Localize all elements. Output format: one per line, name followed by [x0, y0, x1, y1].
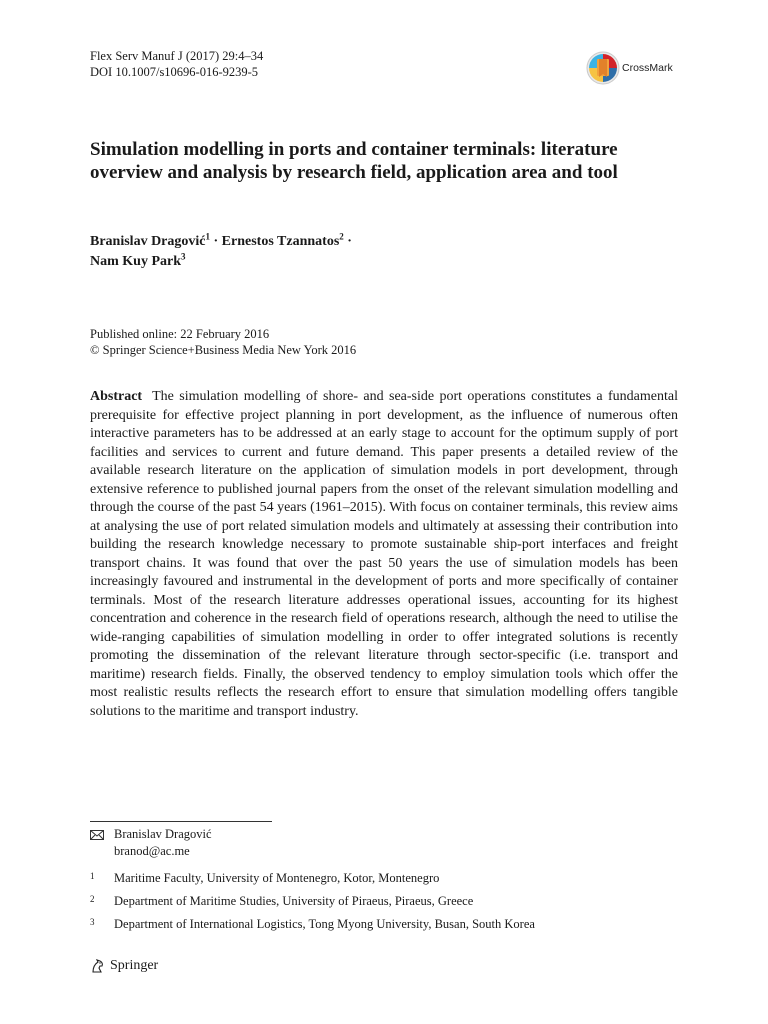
paper-title: Simulation modelling in ports and container terminals: literature overview and analysis by research field, application area and tool	[90, 139, 618, 183]
abstract-text: The simulation modelling of shore- and sea-side port operations constitutes a fundamental prerequisite for effective project planning in port development, as the influence of numerous often interactive parameters has to be addressed at an early stage to account for the optimum supply of port facilities and services to current and future demand. This paper presents a detailed review of the available research literature on the application of simulation models in port development, through extensive reference to published journal papers from the onset of the relevant simulation modelling and through the course of the past 54 years (1961–2015). With focus on container terminals, this review aims at analysing the use of port related simulation models and ultimately at assessing their contribution into building the research knowledge necessary to promote sustainable ship-port interfaces and freight transport chains. It was found that over the past 50 years the use of simulation models has been increasingly favoured and instrumental in the development of ports and more specifically of container terminals. Most of the research literature addresses operational issues, accounting for its highest concentration and coherence in the research field of operations research, although the need to utilise the wide-ranging capabilities of simulation modelling in order to offer integrated solutions is recently promoting the dissemination of the relevant literature through sector-specific (i.e. transport and maritime) research fields. Finally, the observed tendency to employ simulation tools which offer the most realistic results reflects the research effort to ensure that simulation modelling offers tangible solutions to the maritime and transport industry.	[90, 389, 678, 719]
contact-name: Branislav Dragović	[114, 827, 212, 841]
author-separator: ·	[210, 234, 222, 249]
envelope-icon	[90, 830, 104, 840]
author-separator: ·	[343, 234, 352, 249]
crossmark-label: CrossMark	[622, 62, 673, 74]
author-list	[90, 232, 690, 272]
author-name[interactable]: Ernestos Tzannatos	[221, 234, 340, 249]
journal-citation: Flex Serv Manuf J (2017) 29:4–34	[90, 49, 264, 63]
published-date: Published online: 22 February 2016	[90, 327, 270, 341]
doi[interactable]: DOI 10.1007/s10696-016-9239-5	[90, 65, 259, 79]
affiliation-number: 1	[90, 871, 95, 881]
affiliation-item	[90, 916, 690, 932]
author-affil-marker: 1	[205, 231, 210, 242]
affiliation-number: 2	[90, 894, 95, 904]
affiliation-text: Department of Maritime Studies, University of Piraeus, Piraeus, Greece	[114, 894, 474, 908]
publication-info	[90, 326, 356, 358]
author-affil-marker: 3	[181, 251, 186, 262]
crossmark-icon	[586, 51, 620, 85]
copyright-notice: © Springer Science+Business Media New York 2016	[90, 343, 357, 357]
journal-header	[90, 48, 263, 80]
author-affil-marker: 2	[339, 231, 344, 242]
abstract-label: Abstract	[90, 389, 143, 404]
affiliation-number: 3	[90, 917, 95, 927]
corresponding-author	[90, 826, 212, 860]
publisher-footer	[90, 958, 158, 974]
publisher-name: Springer	[110, 958, 159, 973]
author-name[interactable]: Nam Kuy Park	[90, 254, 181, 269]
crossmark-badge[interactable]	[586, 50, 714, 86]
springer-horse-icon	[90, 958, 106, 974]
affiliation-item	[90, 893, 690, 909]
affiliation-text: Maritime Faculty, University of Montenegro, Kotor, Montenegro	[114, 871, 440, 885]
affiliation-text: Department of International Logistics, Tong Myong University, Busan, South Korea	[114, 917, 535, 931]
affiliation-list	[90, 870, 690, 939]
abstract	[90, 388, 678, 721]
footnote-divider	[90, 821, 272, 822]
affiliation-item	[90, 870, 690, 886]
author-name[interactable]: Branislav Dragović	[90, 234, 206, 249]
contact-email[interactable]: branod@ac.me	[114, 844, 190, 858]
